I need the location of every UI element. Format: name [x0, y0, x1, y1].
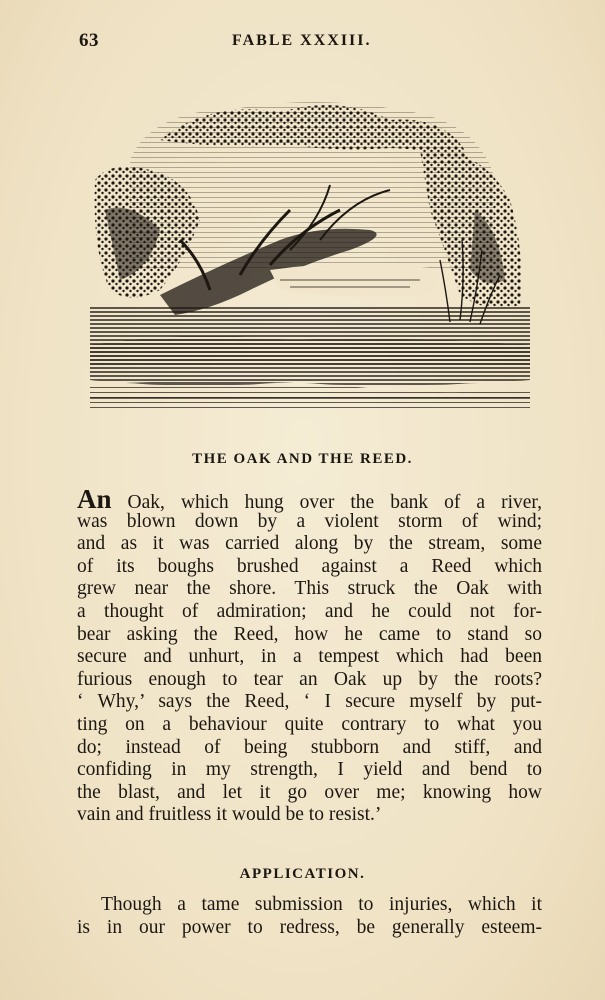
fable-line: and as it was carried along by the stream, some [77, 533, 542, 555]
fable-line: ‘ Why,’ says the Reed, ‘ I secure myself by put- [77, 691, 542, 713]
fable-title: THE OAK AND THE REED. [192, 451, 413, 467]
application-body [77, 893, 542, 939]
fable-line: a thought of admiration; and he could not for- [77, 600, 542, 622]
fable-line: of its boughs brushed against a Reed which [77, 555, 542, 577]
fable-line: An Oak, which hung over the bank of a river, [77, 484, 542, 514]
fable-line: furious enough to tear an Oak up by the roots? [77, 668, 542, 690]
fable-line: the blast, and let it go over me; knowing how [77, 781, 542, 803]
fable-line: ting on a behaviour quite contrary to what you [77, 713, 542, 735]
application-line: is in our power to redress, be generally esteem- [77, 917, 542, 938]
fable-line: bear asking the Reed, how he came to stand so [77, 623, 542, 645]
fable-line: do; instead of being stubborn and stiff, and [77, 736, 542, 758]
fable-line: vain and fruitless it would be to resist.’ [77, 804, 382, 826]
fable-line: secure and unhurt, in a tempest which had been [77, 646, 542, 668]
woodcut-oak-and-reed-illustration [90, 90, 530, 408]
application-line: Though a tame submission to injuries, which it [101, 894, 542, 915]
drop-cap: An [77, 484, 112, 514]
fable-line: confiding in my strength, I yield and bend to [77, 759, 542, 781]
application-heading: APPLICATION. [239, 866, 366, 882]
fable-line: was blown down by a violent storm of wind; [77, 510, 542, 532]
fable-body [77, 484, 542, 827]
page-number: 63 [79, 30, 99, 51]
fable-line: grew near the shore. This struck the Oak with [77, 578, 542, 600]
running-head: FABLE XXXIII. [232, 32, 372, 49]
